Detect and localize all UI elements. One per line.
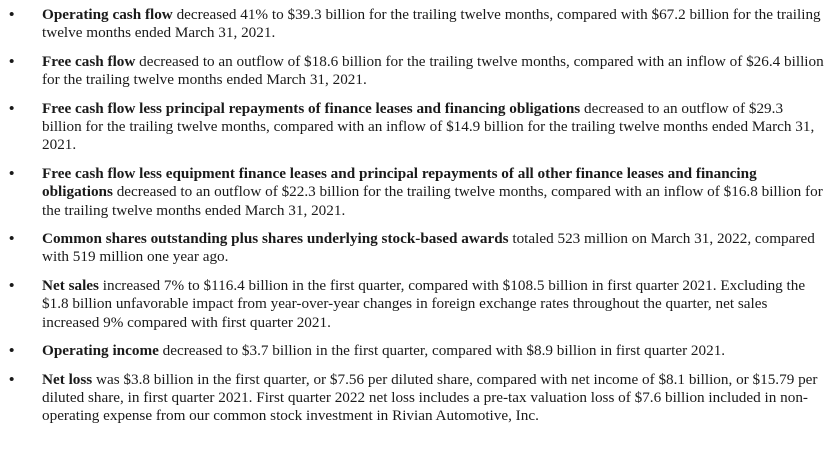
item-text: decreased to $3.7 billion in the first quarter, compared with $8.9 billion in first quarter 2021.: [158, 342, 726, 360]
item-text: increased 7% to $116.4 billion in the first quarter, compared with $108.5 billion in first quarter 2021. Excluding the $1.8 billion unfavorable impact from year-over-year changes in foreign exchange rates throughout the quarter, net sales increased 9% compared with first quarter 2021.: [42, 276, 806, 331]
item-term: Net sales: [42, 276, 99, 294]
item-term: Free cash flow less principal repayments of finance leases and financing obligations: [42, 99, 581, 117]
bullet-icon: •: [9, 6, 15, 23]
list-item-free-cash-flow: [0, 53, 836, 90]
bullet-icon: •: [9, 230, 15, 248]
item-text: decreased to an outflow of $22.3 billion for the trailing twelve months, compared with an inflow of $16.8 billion for the trailing twelve months ended March 31, 2021.: [42, 183, 823, 219]
list-item-operating-income: [0, 342, 836, 360]
item-term: Common shares outstanding plus shares underlying stock-based awards: [42, 230, 509, 248]
item-text: decreased 41% to $39.3 billion for the trailing twelve months, compared with $67.2 billion for the trailing twelve months ended March 31, 2021.: [42, 6, 821, 42]
list-item-operating-cash-flow: [0, 6, 836, 43]
item-term: Free cash flow less equipment finance leases and principal repayments of all other finance leases and financing obligations: [42, 164, 757, 201]
bullet-icon: •: [9, 370, 15, 388]
list-item-fcf-less-principal-repayments: [0, 100, 836, 155]
bullet-icon: •: [9, 164, 15, 182]
item-text: totaled 523 million on March 31, 2022, compared with 519 million one year ago.: [42, 230, 815, 266]
list-item-fcf-less-equipment-finance-leases: [0, 165, 836, 220]
item-term: Operating income: [42, 342, 159, 360]
list-item-net-loss: [0, 371, 836, 426]
item-text: decreased to an outflow of $18.6 billion for the trailing twelve months, compared with an inflow of $26.4 billion for the trailing twelve months ended March 31, 2021.: [42, 52, 824, 89]
list-item-net-sales: [0, 277, 836, 332]
item-term: Net loss: [42, 370, 93, 388]
item-term: Free cash flow: [42, 52, 136, 70]
bullet-icon: •: [9, 99, 15, 117]
bullet-icon: •: [9, 276, 15, 294]
item-text: was $3.8 billion in the first quarter, or $7.56 per diluted share, compared with net income of $8.1 billion, or $15.79 per diluted share, in first quarter 2021. First quarter 2022 net loss includes a pre-tax valuation loss of $7.6 billion included in non-operating expense from our common stock investment in Rivian Automotive, Inc.: [42, 370, 818, 425]
bullet-icon: •: [9, 52, 15, 70]
item-term: Operating cash flow: [42, 6, 173, 23]
list-item-common-shares-outstanding: [0, 230, 836, 267]
item-text: decreased to an outflow of $29.3 billion for the trailing twelve months, compared with an inflow of $14.9 billion for the trailing twelve months ended March 31, 2021.: [42, 99, 815, 154]
bullet-icon: •: [9, 342, 15, 360]
